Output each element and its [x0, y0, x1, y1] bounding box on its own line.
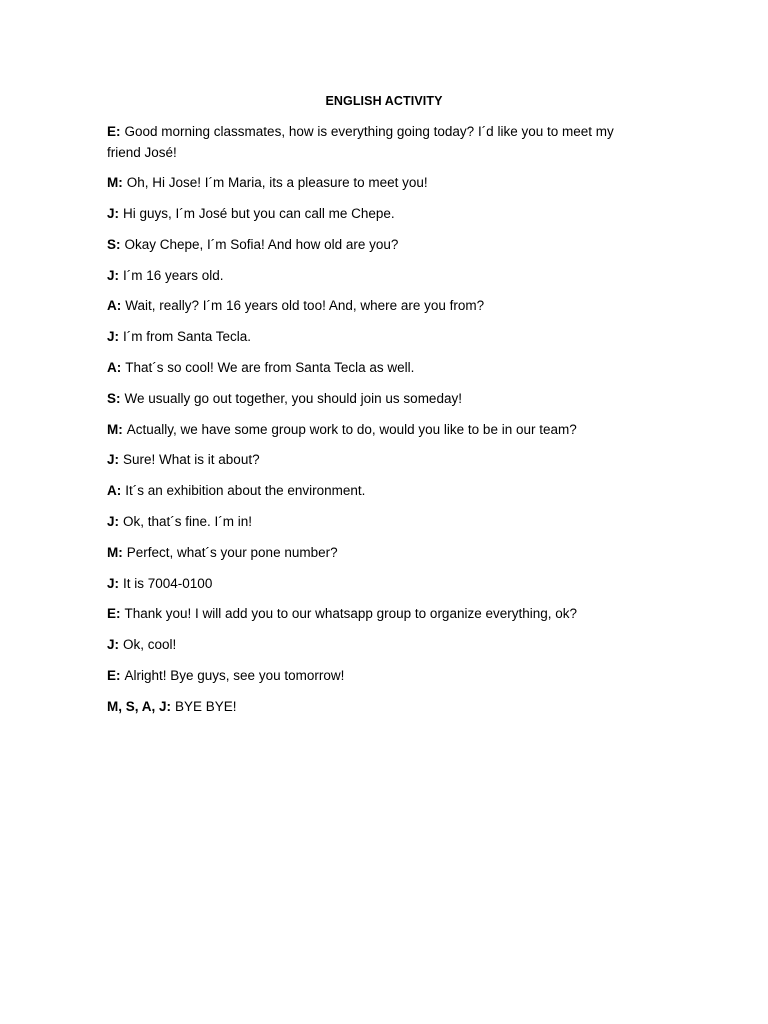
line-text: It´s an exhibition about the environment.	[125, 483, 366, 499]
line-text: I´m from Santa Tecla.	[123, 329, 252, 345]
speaker-label: E:	[107, 124, 121, 139]
speaker-label: M:	[107, 421, 123, 437]
dialogue-line	[107, 543, 647, 564]
line-text: I´m 16 years old.	[123, 267, 224, 283]
line-text: Perfect, what´s your pone number?	[126, 544, 338, 560]
dialogue-line	[107, 204, 647, 225]
speaker-label: S:	[107, 236, 121, 252]
line-text: It is 7004-0100	[123, 575, 213, 591]
dialogue-line	[107, 358, 647, 379]
speaker-label: J:	[107, 267, 120, 283]
line-text: Ok, cool!	[123, 637, 177, 653]
speaker-label: A:	[107, 360, 122, 376]
speaker-label: J:	[107, 575, 120, 591]
speaker-label: M:	[107, 544, 123, 560]
line-text: Actually, we have some group work to do, would you like to be in our team?	[126, 421, 577, 437]
speaker-label: J:	[107, 514, 120, 530]
speaker-label: M:	[107, 175, 123, 191]
speaker-label: A:	[107, 298, 122, 314]
dialogue-line	[107, 481, 647, 502]
dialogue-line	[107, 235, 647, 256]
line-text: That´s so cool! We are from Santa Tecla as well.	[125, 360, 415, 376]
dialogue-line	[107, 635, 647, 656]
speaker-label: J:	[107, 329, 120, 345]
speaker-label: S:	[107, 390, 121, 406]
line-text: BYE BYE!	[175, 698, 237, 714]
dialogue-line	[107, 122, 647, 163]
line-text: Thank you! I will add you to our whatsapp group to organize everything, ok?	[124, 606, 578, 622]
dialogue-line	[107, 266, 647, 287]
speaker-label: E:	[107, 606, 121, 622]
line-text: Oh, Hi Jose! I´m Maria, its a pleasure to meet you!	[126, 175, 428, 191]
speaker-label: J:	[107, 637, 120, 653]
line-text: Good morning classmates, how is everything going today? I´d like you to meet my friend José!	[107, 124, 614, 160]
speaker-label: M, S, A, J:	[107, 698, 172, 714]
line-text: Ok, that´s fine. I´m in!	[123, 514, 253, 530]
speaker-label: A:	[107, 483, 122, 499]
line-text: Alright! Bye guys, see you tomorrow!	[124, 668, 345, 684]
line-text: Wait, really? I´m 16 years old too! And, where are you from?	[125, 298, 485, 314]
dialogue-line	[107, 173, 647, 194]
dialogue-line	[107, 389, 647, 410]
dialogue-line	[107, 666, 647, 687]
line-text: We usually go out together, you should join us someday!	[124, 390, 462, 406]
dialogue-line	[107, 450, 647, 471]
dialogue-line	[107, 512, 647, 533]
dialogue	[107, 122, 647, 728]
speaker-label: J:	[107, 206, 120, 222]
speaker-label: J:	[107, 452, 120, 468]
dialogue-line	[107, 327, 647, 348]
dialogue-line	[107, 604, 647, 625]
line-text: Okay Chepe, I´m Sofia! And how old are you?	[124, 236, 399, 252]
dialogue-line	[107, 697, 647, 718]
line-text: Sure! What is it about?	[123, 452, 260, 468]
document-title: ENGLISH ACTIVITY	[325, 94, 443, 108]
dialogue-line	[107, 420, 647, 441]
speaker-label: E:	[107, 668, 121, 684]
dialogue-line	[107, 296, 647, 317]
line-text: Hi guys, I´m José but you can call me Chepe.	[123, 206, 395, 222]
dialogue-line	[107, 574, 647, 595]
